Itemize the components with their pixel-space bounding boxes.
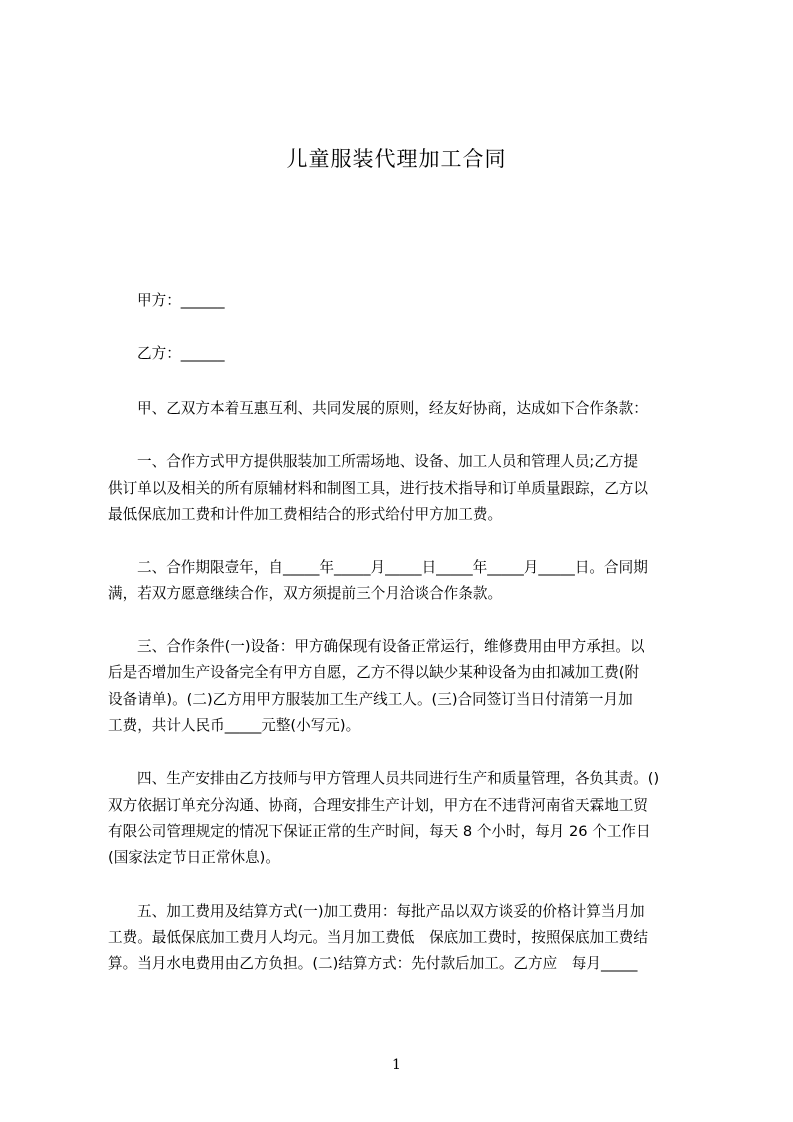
clause-4-line: 四、生产安排由乙方技师与甲方管理人员共同进行生产和质量管理，各负其责。() <box>137 770 660 787</box>
clause-5-line: 工费。最低保底加工费月人均元。当月加工费低 保底加工费时，按照保底加工费结 <box>108 929 648 946</box>
document-title: 儿童服装代理加工合同 <box>286 147 507 171</box>
clause-1-line: 一、合作方式甲方提供服装加工所需场地、设备、加工人员和管理人员;乙方提 <box>137 453 639 470</box>
clause-3-line: 工费，共计人民币_____元整(小写元)。 <box>108 717 361 734</box>
clause-5-line: 五、加工费用及结算方式(一)加工费用：每批产品以双方谈妥的价格计算当月加 <box>137 903 645 920</box>
intro-paragraph: 甲、乙双方本着互惠互利、共同发展的原则，经友好协商，达成如下合作条款： <box>137 400 648 417</box>
party-b-line: 乙方：______ <box>137 345 225 362</box>
clause-5-line: 算。当月水电费用由乙方负担。(二)结算方式：先付款后加工。乙方应 每月_____ <box>108 955 638 972</box>
clause-3-line: 设备请单)。(二)乙方用甲方服装加工生产线工人。(三)合同签订当日付清第一月加 <box>108 691 633 708</box>
page-number: 1 <box>392 1057 401 1073</box>
clause-4-line: (国家法定节日正常休息)。 <box>108 849 280 866</box>
clause-1-line: 供订单以及相关的所有原辅材料和制图工具，进行技术指导和订单质量跟踪，乙方以 <box>108 480 648 497</box>
clause-1-line: 最低保底加工费和计件加工费相结合的形式给付甲方加工费。 <box>108 506 503 523</box>
clause-2-line: 满，若双方愿意继续合作，双方须提前三个月洽谈合作条款。 <box>108 585 503 602</box>
clause-4-line: 双方依据订单充分沟通、协商，合理安排生产计划，甲方在不违背河南省天霖地工贸 <box>108 797 648 814</box>
clause-2-line: 二、合作期限壹年，自_____年_____月_____日_____年_____月_____日。合同期 <box>137 559 648 576</box>
clause-3-line: 后是否增加生产设备完全有甲方自愿，乙方不得以缺少某种设备为由扣减加工费(附 <box>108 664 640 681</box>
clause-3-line: 三、合作条件(一)设备：甲方确保现有设备正常运行，维修费用由甲方承担。以 <box>137 638 645 655</box>
clause-4-line: 有限公司管理规定的情况下保证正常的生产时间，每天 8 个小时，每月 26 个工作日 <box>108 823 651 840</box>
party-a-line: 甲方：______ <box>137 292 225 309</box>
